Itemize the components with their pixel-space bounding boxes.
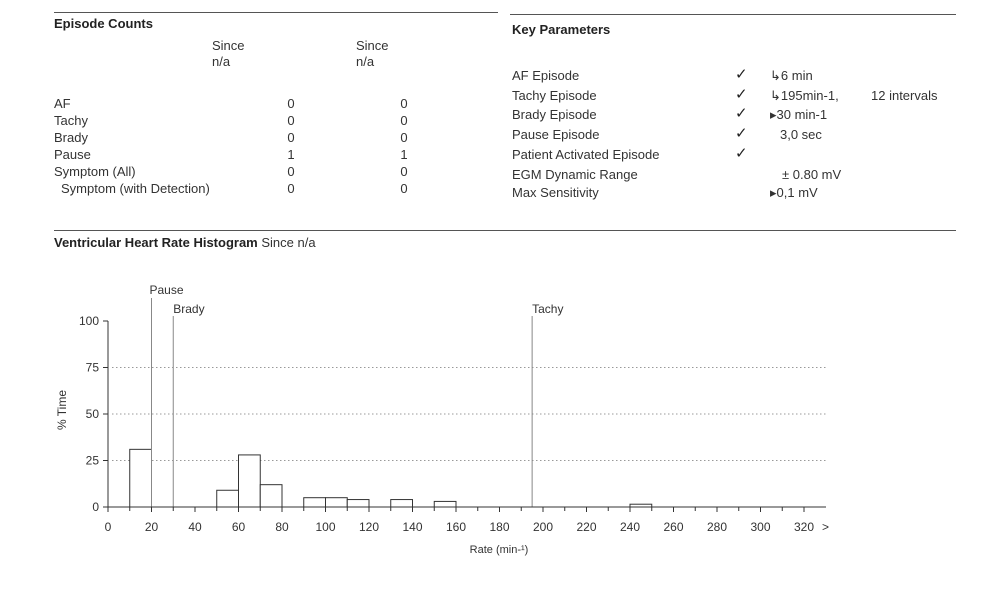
episode-row-value: 0 <box>400 96 408 111</box>
x-tick-label: 60 <box>231 520 246 534</box>
threshold-layer <box>150 283 564 507</box>
y-tick-label: 100 <box>78 314 99 328</box>
param-value: 3,0 sec <box>780 127 822 142</box>
x-tick-label: 260 <box>663 520 684 534</box>
episode-row-label: Pause <box>54 147 91 162</box>
x-tick-label: 200 <box>532 520 554 534</box>
histogram-bar <box>326 498 348 507</box>
x-tick-label: 0 <box>104 520 112 534</box>
episode-row-value: 0 <box>287 164 295 179</box>
check-icon: ✓ <box>735 145 748 162</box>
y-axis-label: % Time <box>55 389 69 431</box>
param-value: ± 0.80 mV <box>782 167 842 182</box>
key-parameters-title: Key Parameters <box>512 22 611 37</box>
col1-header-line1: Since <box>212 38 245 53</box>
bars-layer <box>130 449 652 507</box>
param-label: Pause Episode <box>512 127 600 142</box>
param-value: ▸30 min-1 <box>770 107 828 122</box>
episode-row-value: 0 <box>400 164 408 179</box>
threshold-label: Tachy <box>532 302 564 316</box>
episode-row-label: Symptom (with Detection) <box>61 181 210 196</box>
histogram-subtitle: Since n/a <box>261 235 316 250</box>
histogram-bar <box>434 501 456 507</box>
param-label: EGM Dynamic Range <box>512 167 638 182</box>
x-tick-label: 140 <box>402 520 423 534</box>
x-tick-label: 40 <box>188 520 202 534</box>
threshold-label: Brady <box>173 302 205 316</box>
x-tick-label: 120 <box>358 520 380 534</box>
y-tick-label: 75 <box>85 360 99 375</box>
grid-layer <box>112 368 826 461</box>
histogram-bar <box>347 500 369 507</box>
episode-row-value: 0 <box>287 130 295 145</box>
param-value: ↳195min-1, <box>770 88 839 103</box>
x-axis-label: Rate (min-¹) <box>469 544 529 556</box>
histogram-bar <box>391 500 413 507</box>
param-label: AF Episode <box>512 68 580 83</box>
x-tick-label: 20 <box>144 520 159 534</box>
episode-row-value: 0 <box>287 181 295 196</box>
episode-row-value: 1 <box>400 147 408 162</box>
x-tick-label: 320 <box>793 520 815 534</box>
param-label: Max Sensitivity <box>512 185 599 200</box>
param-extra: 12 intervals <box>871 88 938 103</box>
param-value: ▸0,1 mV <box>770 185 818 200</box>
check-icon: ✓ <box>735 125 748 142</box>
x-tick-label: 240 <box>619 520 641 534</box>
histogram-bar <box>239 455 261 507</box>
episode-row-value: 0 <box>400 130 408 145</box>
histogram-title: Ventricular Heart Rate Histogram <box>54 235 258 250</box>
x-overflow-label: > <box>822 520 830 534</box>
x-tick-label: 300 <box>750 520 771 534</box>
check-icon: ✓ <box>735 66 748 83</box>
x-tick-label: 220 <box>576 520 597 534</box>
histogram-bar <box>130 449 152 507</box>
episode-row-label: Tachy <box>54 113 88 128</box>
episode-row-label: Symptom (All) <box>54 164 136 179</box>
param-value: ↳6 min <box>770 68 813 83</box>
col2-header-line1: Since <box>356 38 389 53</box>
col2-header-line2: n/a <box>356 54 375 69</box>
check-icon: ✓ <box>735 105 748 122</box>
episode-counts-title: Episode Counts <box>54 16 153 31</box>
x-tick-label: 180 <box>489 520 510 534</box>
episode-row-value: 0 <box>287 113 295 128</box>
x-tick-label: 160 <box>445 520 467 534</box>
y-tick-label: 50 <box>85 407 99 421</box>
col1-header-line2: n/a <box>212 54 231 69</box>
x-tick-label: 80 <box>275 520 289 534</box>
episode-row-value: 0 <box>400 181 408 196</box>
x-tick-label: 280 <box>706 520 728 534</box>
histogram-bar <box>217 490 239 507</box>
episode-row-label: Brady <box>54 130 88 145</box>
histogram-bar <box>304 498 326 507</box>
y-tick-label: 25 <box>85 453 99 468</box>
axis-layer <box>55 314 829 556</box>
threshold-label: Pause <box>149 283 184 297</box>
episode-row-label: AF <box>54 96 71 111</box>
param-label: Patient Activated Episode <box>512 147 660 162</box>
episode-row-value: 0 <box>400 113 408 128</box>
histogram-bar <box>260 485 282 507</box>
param-label: Brady Episode <box>512 107 597 122</box>
y-tick-label: 0 <box>92 500 99 514</box>
check-icon: ✓ <box>735 86 748 103</box>
x-tick-label: 100 <box>315 520 336 534</box>
param-label: Tachy Episode <box>512 88 597 103</box>
episode-row-value: 1 <box>287 147 295 162</box>
episode-row-value: 0 <box>287 96 295 111</box>
